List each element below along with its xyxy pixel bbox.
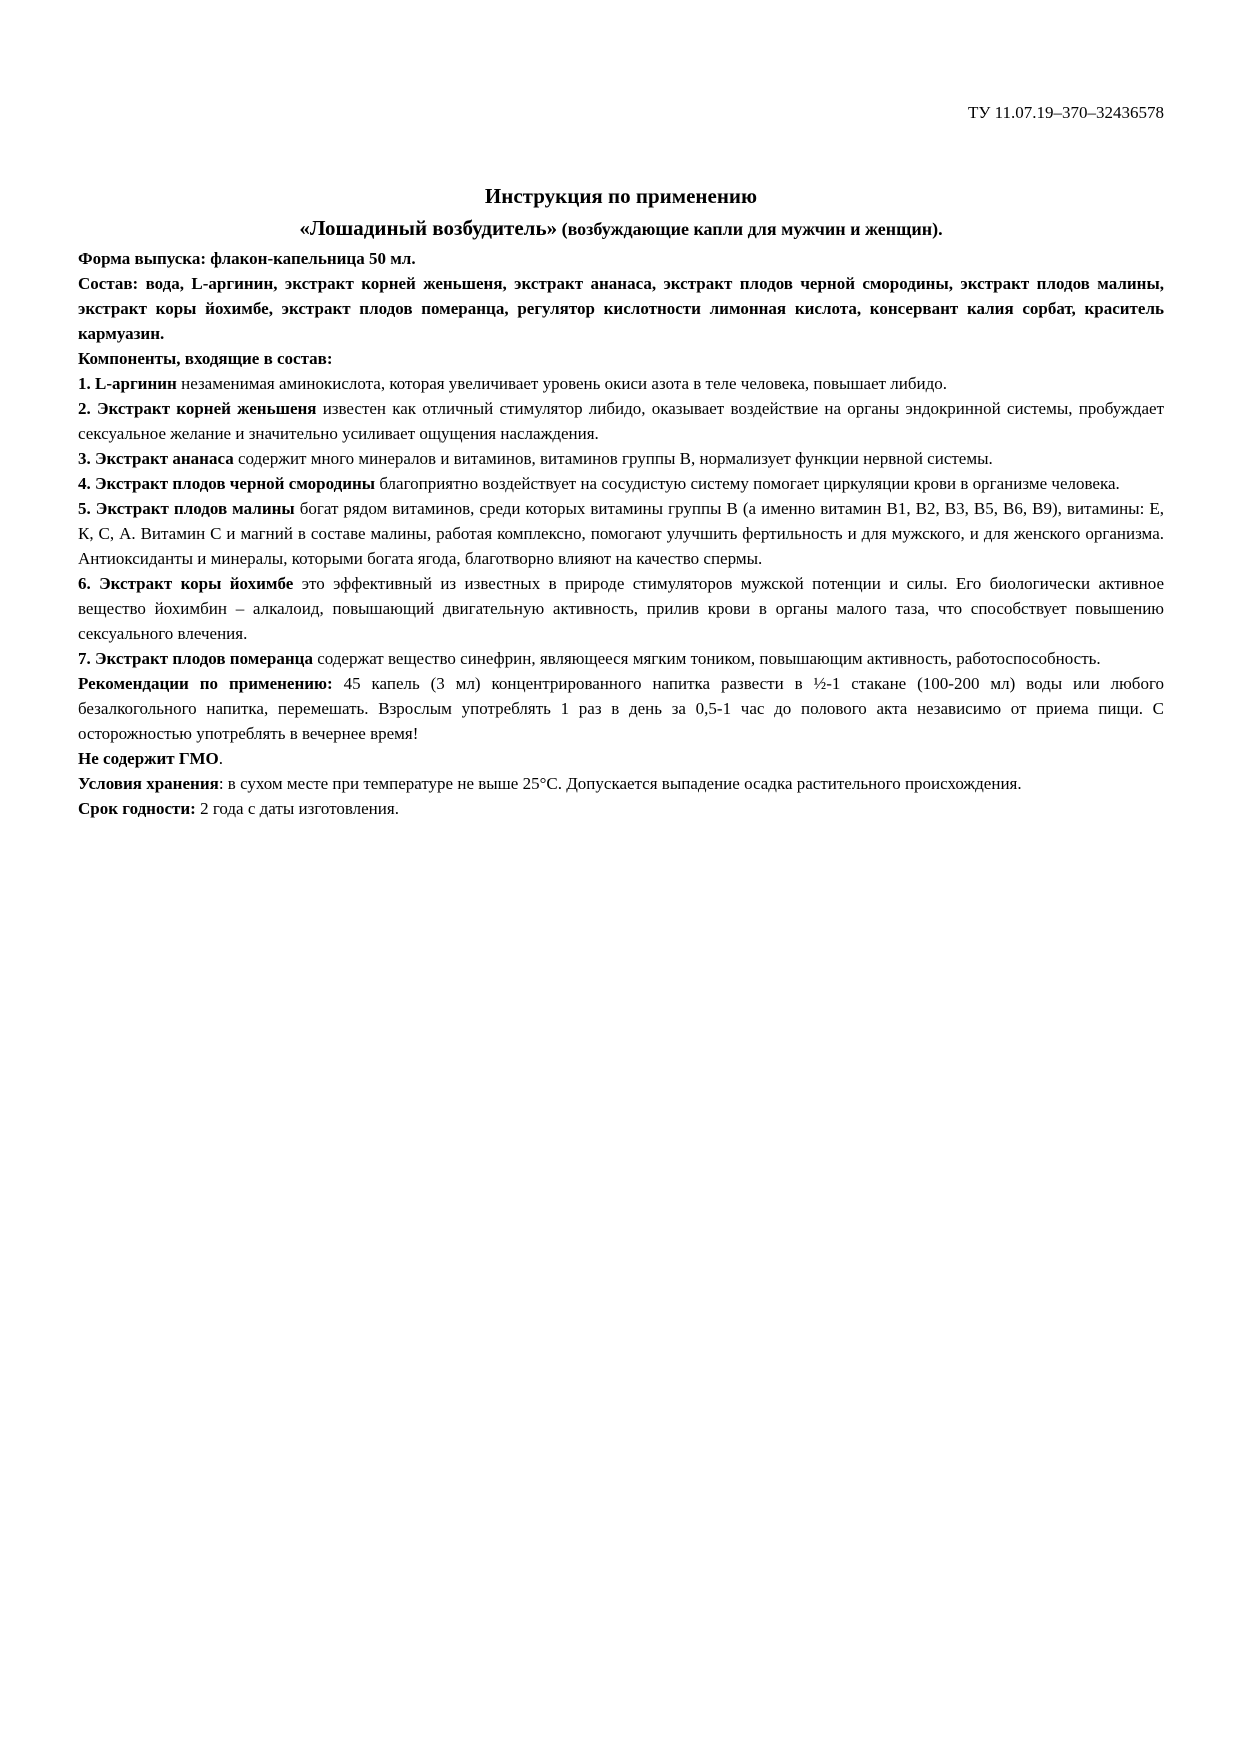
component-number: 3. xyxy=(78,449,95,468)
storage-label: Условия хранения xyxy=(78,774,219,793)
no-gmo-label: Не содержит ГМО xyxy=(78,749,219,768)
component-text: известен как отличный стимулятор либидо, оказывает воздействие на органы эндокринной системы, пробуждает сексуальное желание и значительно усиливает ощущения наслаждения. xyxy=(78,399,1164,443)
recommendations-text: 45 капель (3 мл) концентрированного напитка развести в ½-1 стакане (100-200 мл) воды или любого безалкогольного напитка, перемешать. Взрослым употреблять 1 раз в день за 0,5-1 час до полового акта независимо от приема пищи. С осторожностью употреблять в вечернее время! xyxy=(78,674,1165,743)
component-name: Экстракт плодов малины xyxy=(95,499,295,518)
product-name: «Лошадиный возбудитель» xyxy=(299,216,558,240)
composition-paragraph: Состав: вода, L-аргинин, экстракт корней женьшеня, экстракт ананаса, экстракт плодов черной смородины, экстракт плодов малины, экстракт коры йохимбе, экстракт плодов померанца, регулятор кислотности лимонная кислота, консервант калия сорбат, краситель кармуазин. xyxy=(78,274,1164,343)
component-item-4 xyxy=(78,471,1164,496)
component-name: Экстракт плодов померанца xyxy=(95,649,313,668)
component-item-7 xyxy=(78,646,1164,671)
component-number: 1. xyxy=(78,374,95,393)
tu-number: ТУ 11.07.19–370–32436578 xyxy=(967,103,1164,122)
component-number: 5. xyxy=(78,499,96,518)
page-subtitle xyxy=(78,212,1164,246)
component-item-1 xyxy=(78,371,1164,396)
shelf-life-text: 2 года с даты изготовления. xyxy=(195,799,399,818)
component-text: богат рядом витаминов, среди которых витамины группы В (а именно витамин В1, В2, В3, В5, В6, В9), витамины: Е, К, С, А. Витамин С и магний в составе малины, работая комплексно, помогают улучшить фертильность и для мужского, и для женского организма. Антиоксиданты и минералы, которыми богата ягода, благотворно влияют на качество спермы. xyxy=(78,499,1164,568)
component-text: это эффективный из известных в природе стимуляторов мужской потенции и силы. Его биологически активное вещество йохимбин – алкалоид, повышающий двигательную активность, прилив крови в органы малого таза, что способствует повышению сексуального влечения. xyxy=(78,574,1164,643)
component-item-2 xyxy=(78,396,1164,446)
shelf-life-label: Срок годности: xyxy=(78,799,196,818)
component-item-5 xyxy=(78,496,1164,571)
component-number: 7. xyxy=(78,649,95,668)
component-item-6 xyxy=(78,571,1164,646)
component-name: Экстракт коры йохимбе xyxy=(99,574,294,593)
component-number: 2. xyxy=(78,399,97,418)
component-text: благоприятно воздействует на сосудистую систему помогает циркуляции крови в организме человека. xyxy=(375,474,1120,493)
component-name: Экстракт ананаса xyxy=(95,449,234,468)
storage-conditions-paragraph xyxy=(78,771,1164,796)
page-title: Инструкция по применению xyxy=(484,184,758,208)
component-text: содержит много минералов и витаминов, витаминов группы В, нормализует функции нервной системы. xyxy=(233,449,993,468)
component-text: незаменимая аминокислота, которая увеличивает уровень окиси азота в теле человека, повышает либидо. xyxy=(176,374,948,393)
component-text: содержат вещество синефрин, являющееся мягким тоником, повышающим активность, работоспособность. xyxy=(312,649,1101,668)
recommendations-label: Рекомендации по применению: xyxy=(78,674,333,693)
no-gmo-period: . xyxy=(218,749,224,768)
storage-text: : в сухом месте при температуре не выше 25°С. Допускается выпадение осадка растительного происхождения. xyxy=(218,774,1022,793)
component-name: Экстракт плодов черной смородины xyxy=(95,474,376,493)
component-number: 4. xyxy=(78,474,95,493)
component-number: 6. xyxy=(78,574,100,593)
product-description: (возбуждающие капли для мужчин и женщин). xyxy=(557,219,943,239)
title-block xyxy=(78,180,1164,246)
component-name: Экстракт корней женьшеня xyxy=(96,399,317,418)
component-item-3 xyxy=(78,446,1164,471)
no-gmo-paragraph xyxy=(78,746,1164,771)
recommendations-paragraph xyxy=(78,671,1164,746)
components-heading: Компоненты, входящие в состав: xyxy=(78,349,333,368)
shelf-life-paragraph xyxy=(78,796,1164,821)
component-name: L-аргинин xyxy=(95,374,177,393)
release-form-paragraph: Форма выпуска: флакон-капельница 50 мл. xyxy=(78,249,416,268)
